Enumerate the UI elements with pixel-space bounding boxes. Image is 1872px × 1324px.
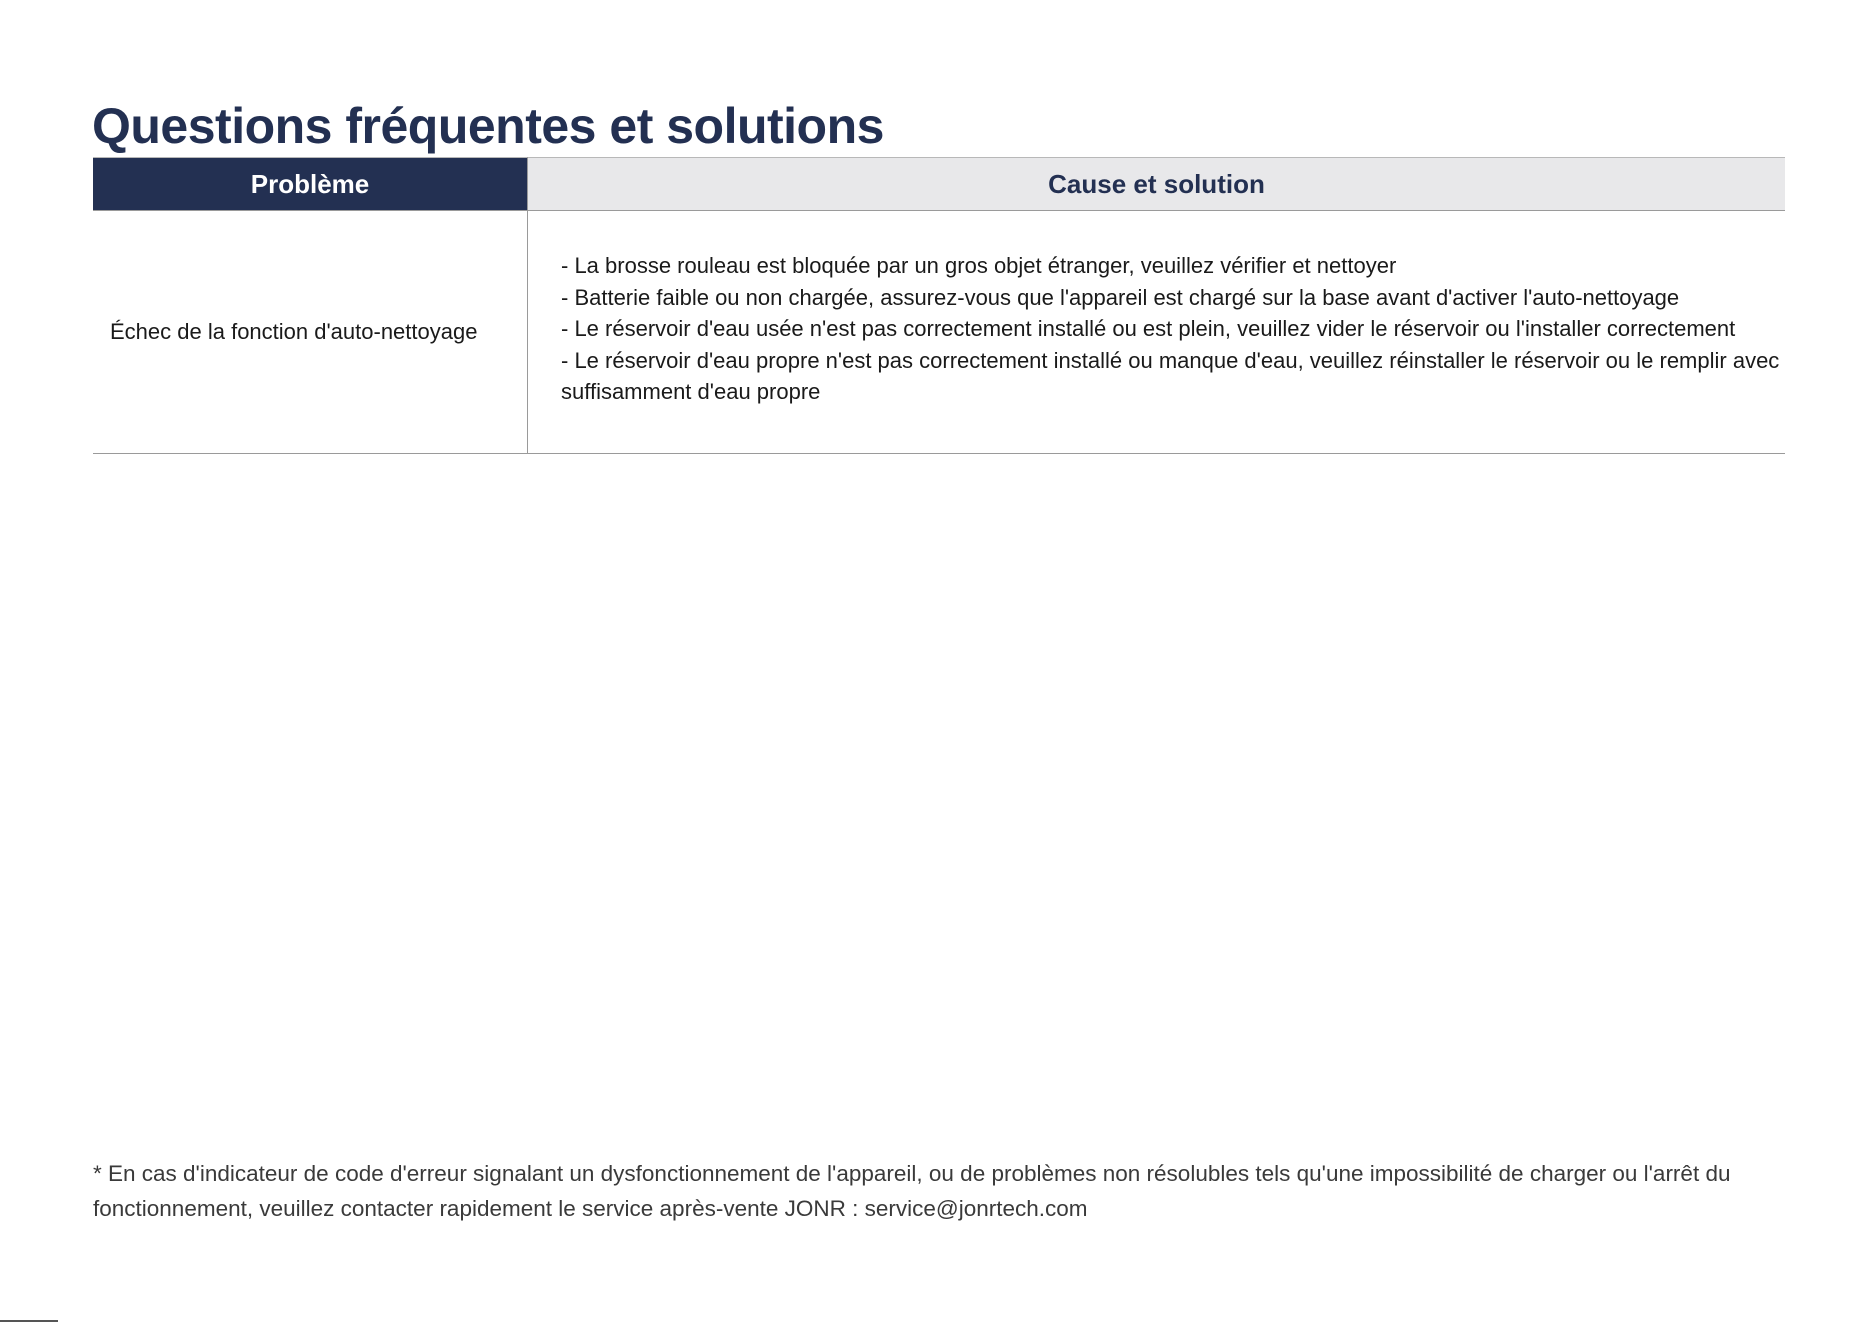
problem-cell: Échec de la fonction d'auto-nettoyage (93, 211, 528, 454)
cause-item: - Le réservoir d'eau propre n'est pas correctement installé ou manque d'eau, veuillez réinstaller le réservoir ou le remplir avec suffisamment d'eau propre (561, 347, 1780, 405)
cause-item: - La brosse rouleau est bloquée par un gros objet étranger, veuillez vérifier et nettoyer (561, 253, 1397, 279)
table-row (93, 211, 1785, 454)
support-footnote: * En cas d'indicateur de code d'erreur signalant un dysfonctionnement de l'appareil, ou de problèmes non résolubles tels qu'une impossibilité de charger ou l'arrêt du fonctionnement, veuillez contacter rapidement le service après-vente JONR : service@jonrtech.com (93, 1161, 1731, 1221)
cause-item: - Batterie faible ou non chargée, assurez-vous que l'appareil est chargé sur la base avant d'activer l'auto-nettoyage (561, 284, 1680, 310)
table-header-row (93, 158, 1785, 211)
faq-table (93, 157, 1785, 454)
page-edge-mark (0, 1320, 58, 1322)
cause-item: - Le réservoir d'eau usée n'est pas correctement installé ou est plein, veuillez vider le réservoir ou l'installer correctement (561, 316, 1736, 342)
column-header-problem: Problème (93, 158, 528, 211)
cause-cell (528, 211, 1786, 454)
page-title: Questions fréquentes et solutions (92, 98, 884, 154)
column-header-cause: Cause et solution (528, 158, 1786, 211)
